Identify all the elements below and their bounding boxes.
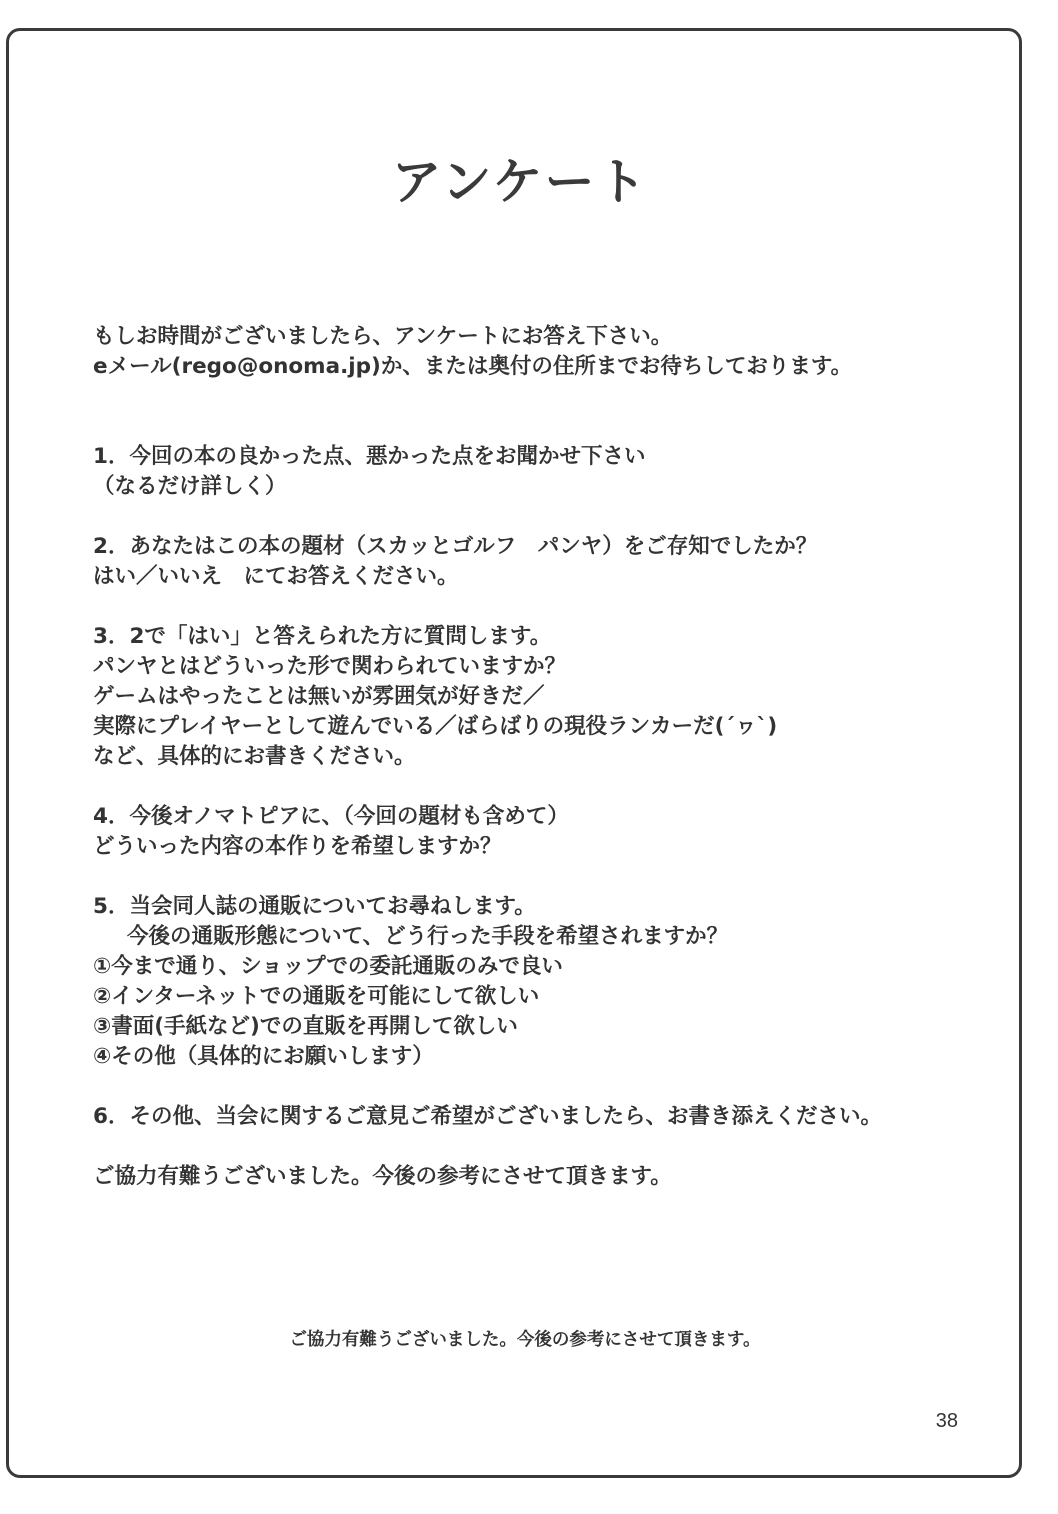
question-3-line-3: ゲームはやったことは無いが雰囲気が好きだ／	[93, 684, 545, 709]
intro-line-2: eメール(rego@onoma.jp)か、または奥付の住所までお待ちしております。	[93, 354, 853, 379]
question-2-line-2: はい／いいえ にてお答えください。	[93, 564, 459, 589]
question-3-line-2: パンヤとはどういった形で関わられていますか？	[93, 654, 567, 679]
question-5-subheading: 今後の通販形態について、どう行った手段を希望されますか？	[127, 924, 729, 949]
question-5-heading: 5．当会同人誌の通販についてお尋ねします。	[93, 894, 536, 919]
question-5-option-3: ③書面(手紙など)での直販を再開して欲しい	[93, 1014, 518, 1039]
question-1-line-1: 1．今回の本の良かった点、悪かった点をお聞かせ下さい	[93, 444, 646, 469]
question-3	[93, 622, 993, 772]
footer-thanks: ご協力有難うございました。今後の参考にさせて頂きます。	[289, 1330, 761, 1350]
question-1	[93, 442, 993, 502]
question-5-option-1: ①今まで通り、ショップでの委託通販のみで良い	[93, 954, 563, 979]
question-5	[93, 892, 993, 1072]
question-1-line-2: （なるだけ詳しく）	[93, 474, 287, 499]
question-3-line-5: など、具体的にお書きください。	[93, 744, 416, 769]
survey-body	[93, 322, 993, 1192]
question-5-option-2: ②インターネットでの通販を可能にして欲しい	[93, 984, 540, 1009]
closing-thanks: ご協力有難うございました。今後の参考にさせて頂きます。	[93, 1164, 672, 1189]
question-3-line-1: 3．2で「はい」と答えられた方に質問します。	[93, 624, 552, 649]
question-4-line-1: 4．今後オノマトピアに、（今回の題材も含めて）	[93, 804, 569, 829]
question-2	[93, 532, 993, 592]
page-title: アンケート	[391, 153, 649, 211]
question-5-option-4: ④その他（具体的にお願いします）	[93, 1044, 434, 1069]
question-4	[93, 802, 993, 862]
question-6: 6．その他、当会に関するご意見ご希望がございましたら、お書き添えください。	[93, 1104, 882, 1129]
question-3-line-4: 実際にプレイヤーとして遊んでいる／ばらばりの現役ランカーだ(´ヮ`)	[93, 714, 778, 739]
question-4-line-2: どういった内容の本作りを希望しますか？	[93, 834, 502, 859]
question-2-line-1: 2．あなたはこの本の題材（スカッとゴルフ パンヤ）をご存知でしたか？	[93, 534, 818, 559]
intro-line-1: もしお時間がございましたら、アンケートにお答え下さい。	[93, 324, 673, 349]
page-number: 38	[935, 1410, 958, 1432]
